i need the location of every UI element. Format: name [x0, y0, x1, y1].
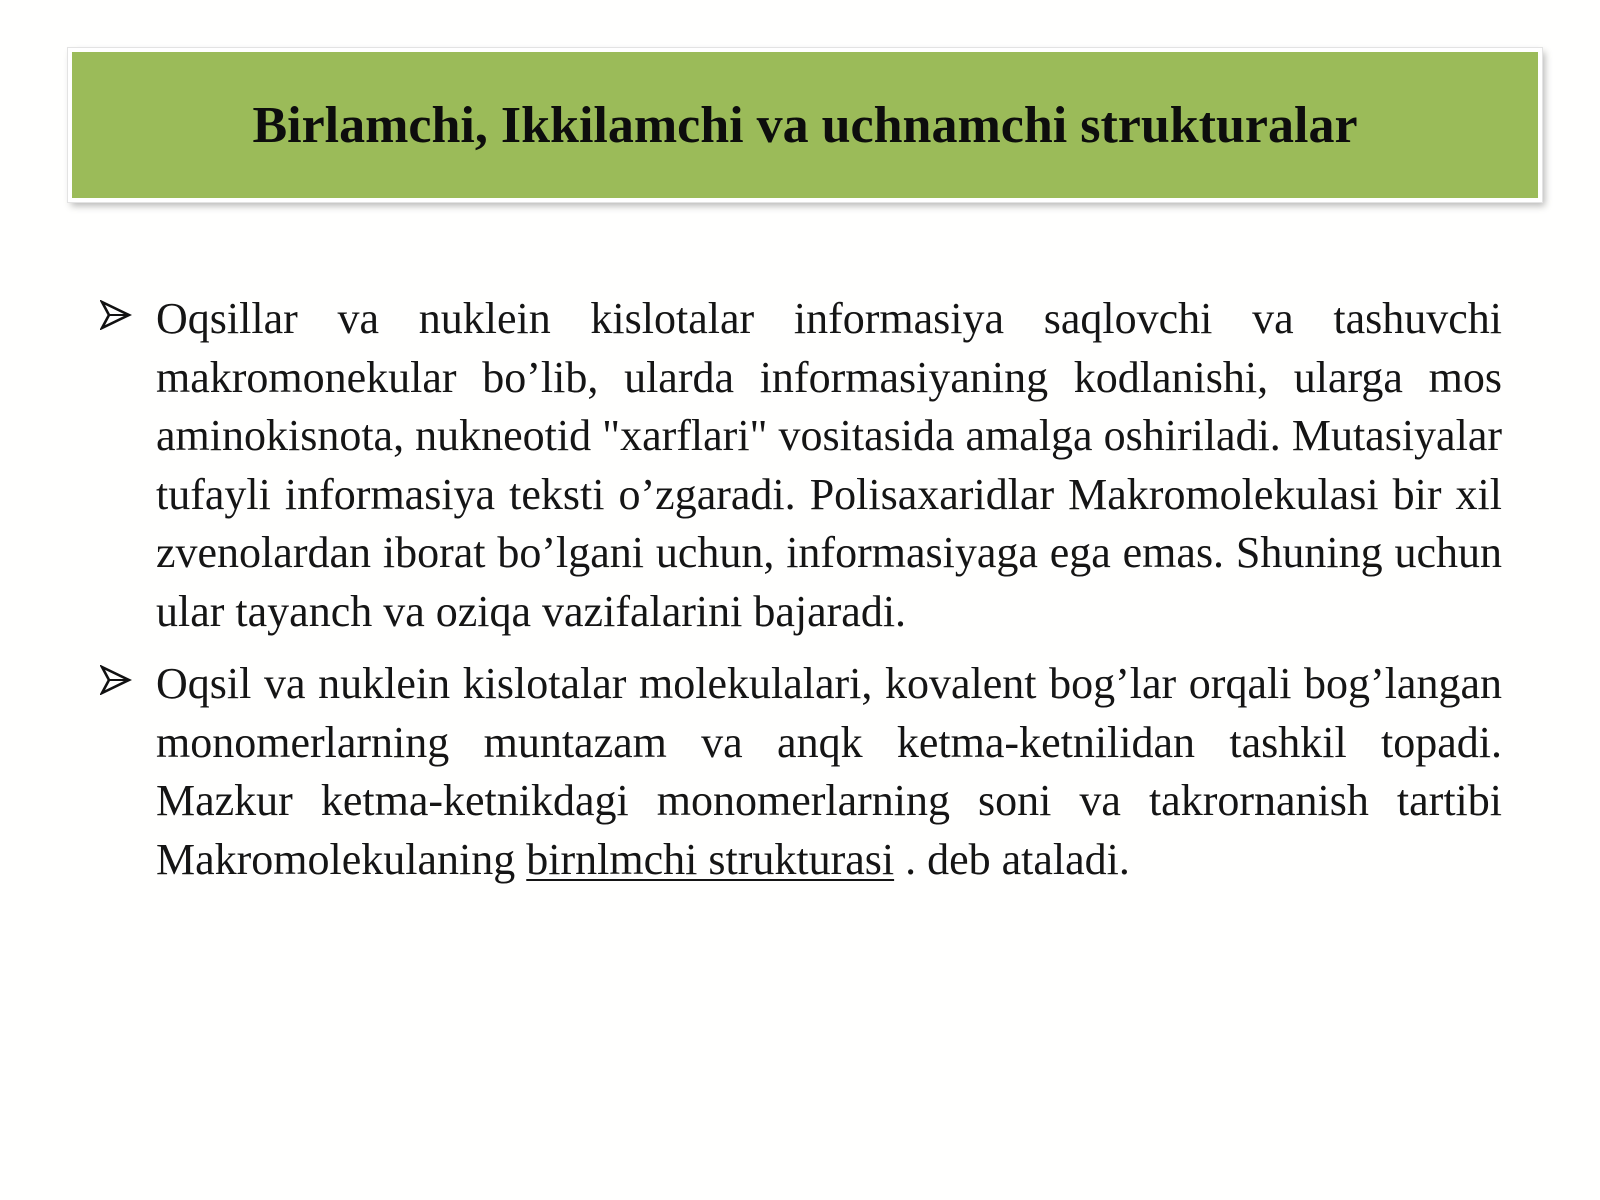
arrowhead-bullet-icon [100, 665, 132, 695]
bullet-text-2-part-1: Oqsil va nuklein kislotalar molekulalari, kovalent bog’lar orqali bog’langan monomerlarning muntazam va anqk ketma-ketnilidan tashkil topadi. Mazkur ketma-ketnikdagi monomerlarning soni va takrornanish tartibi Makromolekulaning [156, 659, 1502, 884]
bullet-text-1: Oqsillar va nuklein kislotalar informasiya saqlovchi va tashuvchi makromonekular bo’lib, ularda informasiyaning kodlanishi, ularga mos aminokisnota, nukneotid "xarflari" vositasida amalga oshiriladi. Mutasiyalar tufayli informasiya teksti o’zgaradi. Polisaxaridlar Makromolekulasi bir xil zvenolardan iborat bo’lgani uchun, informasiyaga ega emas. Shuning uchun ular tayanch va oziqa vazifalarini bajaradi. [156, 294, 1502, 636]
bullet-list [100, 290, 1502, 903]
underlined-term: birnlmchi strukturasi [526, 834, 895, 884]
arrowhead-bullet-icon [100, 300, 132, 330]
bullet-item-1 [100, 290, 1502, 641]
title-banner [68, 48, 1542, 202]
bullet-item-2 [100, 655, 1502, 889]
bullet-text-2 [156, 655, 1502, 889]
slide-title: Birlamchi, Ikkilamchi va uchnamchi strukturalar [252, 96, 1358, 154]
bullet-text-2-part-2: . deb ataladi. [894, 834, 1130, 884]
